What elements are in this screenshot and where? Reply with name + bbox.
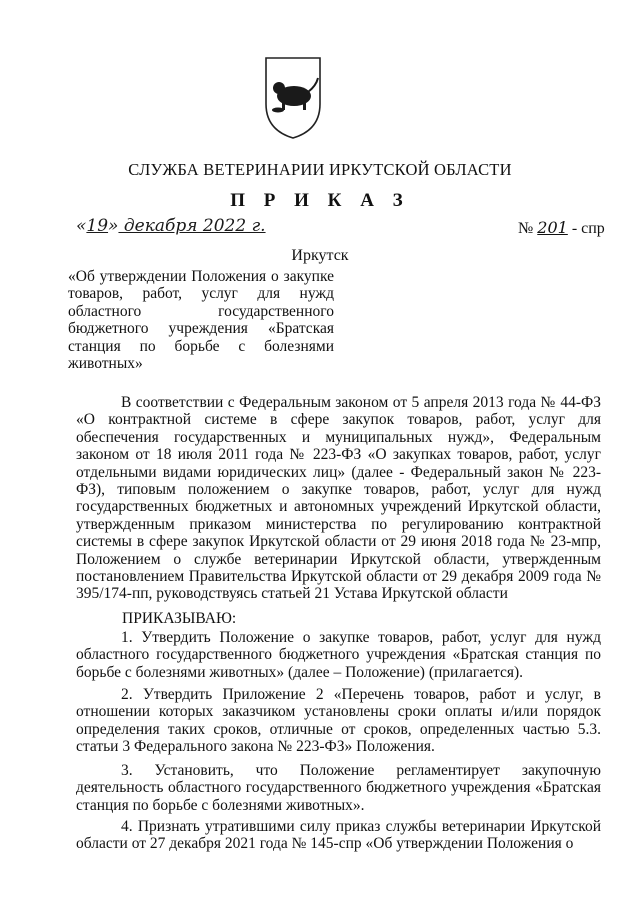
number-value: 201 bbox=[537, 218, 568, 237]
order-item-4: 4. Признать утратившими силу приказ службы ветеринарии Иркутской области от 27 декабря 2021 года № 145-спр «Об утверждении Положения о bbox=[76, 818, 601, 853]
city-name: Иркутск bbox=[291, 247, 349, 264]
order-item-1: 1. Утвердить Положение о закупке товаров, работ, услуг для нужд областного государственного бюджетного учреждения «Братская станция по борьбе с болезнями животных» (далее – Положение) (прилагается). bbox=[76, 629, 601, 681]
order-item-2: 2. Утвердить Приложение 2 «Перечень товаров, работ и услуг, в отношении которых заказчиком установлены сроки оплаты и/или порядок определения таких сроков, отличные от сроков, определенных частью 5.3. статьи 3 Федерального закона № 223-ФЗ» Положения. bbox=[76, 686, 601, 756]
order-heading: ПРИКАЗЫВАЮ: bbox=[122, 610, 237, 627]
number-prefix: № bbox=[518, 220, 534, 237]
date-month-year: декабря 2022 г. bbox=[118, 216, 266, 236]
order-item-3: 3. Установить, что Положение регламентирует закупочную деятельность областного государственного бюджетного учреждения «Братская станция по борьбе с болезнями животных». bbox=[76, 762, 601, 814]
number-suffix: - спр bbox=[567, 220, 605, 237]
coat-of-arms-icon bbox=[258, 52, 328, 142]
handwritten-date bbox=[76, 216, 266, 236]
document-type-title: П Р И К А З bbox=[230, 190, 410, 211]
date-open-quote: « bbox=[76, 216, 87, 236]
date-close-quote: » bbox=[108, 216, 119, 236]
document-subject: «Об утверждении Положения о закупке товаров, работ, услуг для нужд областного государственного бюджетного учреждения «Братская станция по борьбе с болезнями животных» bbox=[68, 268, 334, 373]
document-number bbox=[518, 218, 605, 238]
agency-name: СЛУЖБА ВЕТЕРИНАРИИ ИРКУТСКОЙ ОБЛАСТИ bbox=[128, 160, 512, 179]
preamble-paragraph: В соответствии с Федеральным законом от 5 апреля 2013 года № 44-ФЗ «О контрактной системе в сфере закупок товаров, работ, услуг для обеспечения государственных и муниципальных нужд», Федеральным законом от 18 июля 2011 года № 223-ФЗ «О закупках товаров, работ, услуг отдельными видами юридических лиц» (далее - Федеральный закон № 223-ФЗ), типовым положением о закупке товаров, работ, услуг для нужд государственных бюджетных и автономных учреждений Иркутской области, утвержденным приказом министерства по регулированию контрактной системы в сфере закупок Иркутской области от 29 июня 2018 года № 23-мпр, Положением о службе ветеринарии Иркутской области, утвержденным постановлением Правительства Иркутской области от 29 декабря 2009 года № 395/174-пп, руководствуясь статьей 21 Устава Иркутской области bbox=[76, 394, 601, 603]
date-day: 19 bbox=[86, 216, 109, 236]
